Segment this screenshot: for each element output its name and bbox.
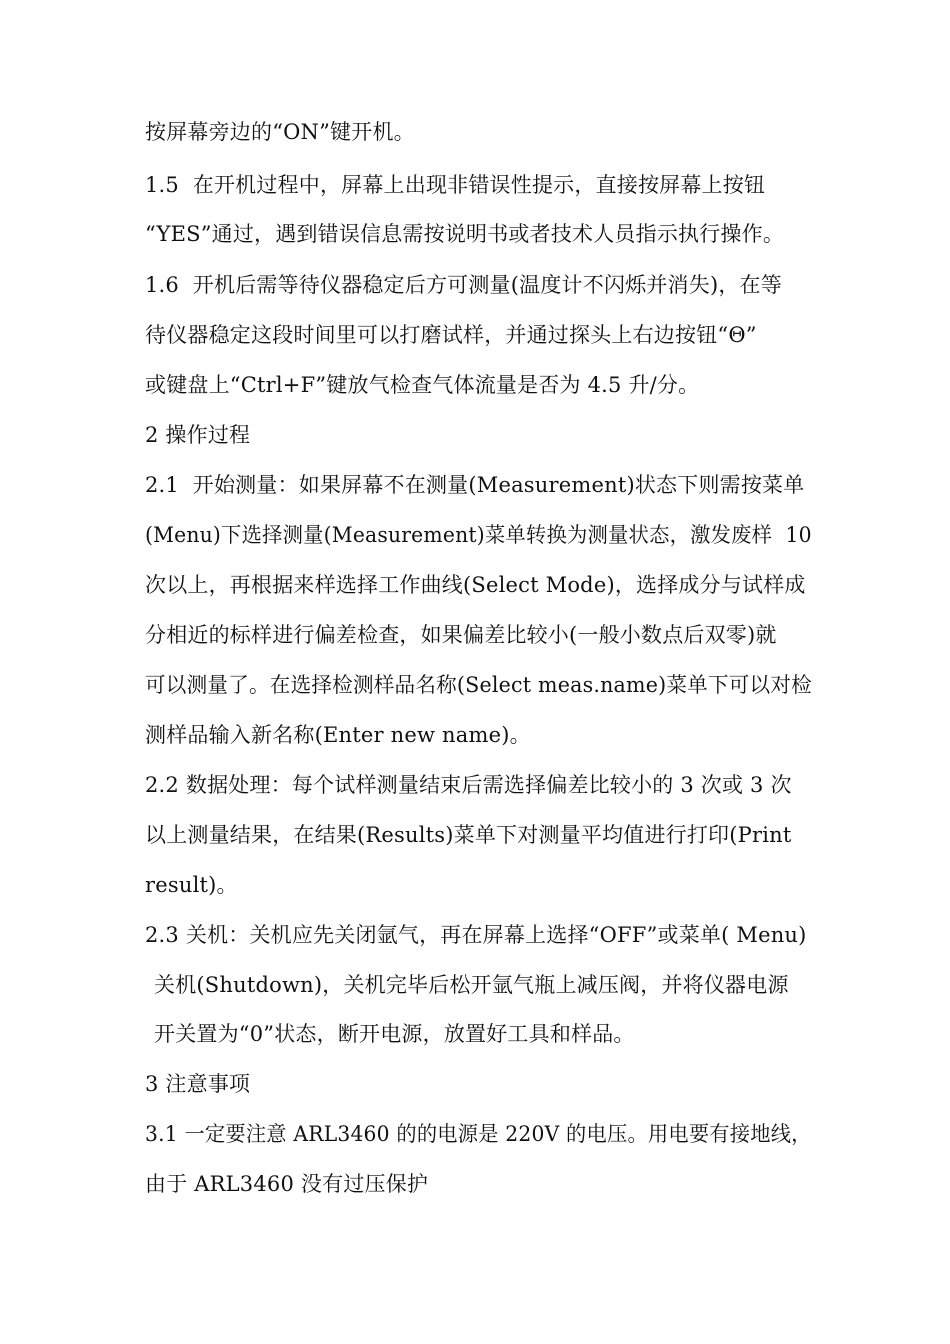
text-line: 次以上，再根据来样选择工作曲线(Select Mode)，选择成分与试样成 <box>145 573 806 597</box>
text-line: 或键盘上“Ctrl+F”键放气检查气体流量是否为 4.5 升/分。 <box>145 373 700 397</box>
text-line: 1.5 在开机过程中，屏幕上出现非错误性提示，直接按屏幕上按钮 <box>145 173 766 197</box>
section-heading: 3 注意事项 <box>145 1072 251 1096</box>
text-line: result)。 <box>145 873 238 897</box>
text-line: 按屏幕旁边的“ON”键开机。 <box>145 120 415 144</box>
text-line: 1.6 开机后需等待仪器稳定后方可测量(温度计不闪烁并消失)，在等 <box>145 273 782 297</box>
text-line: “YES”通过，遇到错误信息需按说明书或者技术人员指示执行操作。 <box>145 222 785 246</box>
text-line: 以上测量结果，在结果(Results)菜单下对测量平均值进行打印(Print <box>145 823 792 847</box>
text-line: 分相近的标样进行偏差检查，如果偏差比较小(一般小数点后双零)就 <box>145 623 777 647</box>
text-line: 由于 ARL3460 没有过压保护 <box>145 1172 429 1196</box>
text-line: 2.1 开始测量：如果屏幕不在测量(Measurement)状态下则需按菜单 <box>145 473 805 497</box>
text-line: 3.1 一定要注意 ARL3460 的的电源是 220V 的电压。用电要有接地线， <box>145 1122 812 1146</box>
section-heading: 2 操作过程 <box>145 423 251 447</box>
text-line: (Menu)下选择测量(Measurement)菜单转换为测量状态，激发废样 10 <box>145 523 812 547</box>
text-line: 开关置为“0”状态，断开电源，放置好工具和样品。 <box>154 1022 635 1046</box>
text-line: 待仪器稳定这段时间里可以打磨试样，并通过探头上右边按钮“Θ” <box>145 323 757 347</box>
text-line: 2.2 数据处理：每个试样测量结束后需选择偏差比较小的 3 次或 3 次 <box>145 773 792 797</box>
text-line: 关机(Shutdown)，关机完毕后松开氩气瓶上减压阀，并将仪器电源 <box>154 973 789 997</box>
text-line: 可以测量了。在选择检测样品名称(Select meas.name)菜单下可以对检 <box>145 673 812 697</box>
text-line: 测样品输入新名称(Enter new name)。 <box>145 723 531 747</box>
text-line: 2.3 关机：关机应先关闭氩气，再在屏幕上选择“OFF”或菜单( Menu) <box>145 923 807 947</box>
